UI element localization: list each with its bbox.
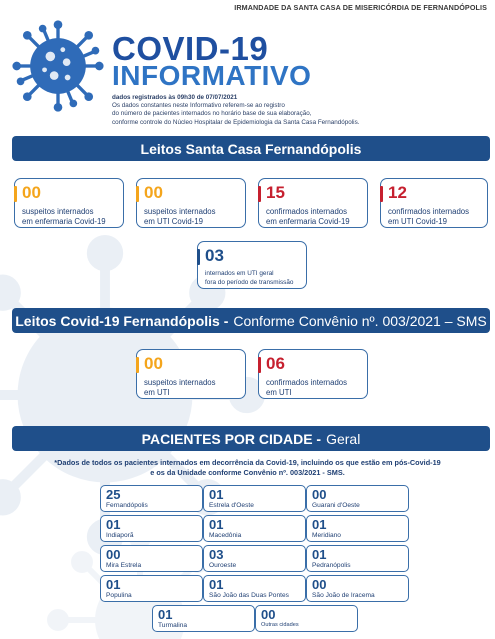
section-title-light: Conforme Convênio nº. 003/2021 – SMS: [233, 312, 487, 329]
section-title-light: Geral: [326, 430, 361, 447]
card-convenio-suspect: [136, 349, 246, 399]
city-card: [306, 515, 409, 542]
note-line-2: e os da Unidade conforme Convênio nº. 003/2021 - SMS.: [150, 467, 345, 477]
card-label: [205, 270, 293, 287]
card-label-line1: confirmados internados: [388, 207, 470, 216]
city-name: São João de Iracema: [312, 592, 375, 599]
city-name: Meridiano: [312, 532, 341, 539]
city-card: [100, 485, 203, 512]
card-accent-bar: [380, 186, 383, 202]
city-count: 01: [209, 487, 224, 502]
city-card: [306, 485, 409, 512]
hospital-name: IRMANDADE DA SANTA CASA DE MISERICÓRDIA DE FERNANDÓPOLIS: [234, 3, 487, 12]
section-title: Leitos Covid-19 Fernandópolis -: [15, 312, 229, 329]
city-card: [100, 575, 203, 602]
city-count: 01: [312, 517, 327, 532]
city-count: 00: [261, 607, 276, 622]
section-santa-casa-header: [12, 136, 490, 161]
card-value: 00: [22, 183, 41, 202]
card-label: [266, 207, 350, 226]
city-name: Mira Estrela: [106, 562, 142, 569]
card-label-line2: em enfermaria Covid-19: [266, 216, 350, 226]
card-label-line1: confirmados internados: [266, 207, 348, 216]
card-label: [144, 378, 216, 397]
city-count: 25: [106, 487, 121, 502]
card-label-line2: fora do período de transmissão: [205, 278, 294, 286]
card-label-line2: em UTI Covid-19: [388, 216, 447, 226]
note-line-1: *Dados de todos os pacientes internados em decorrência da Covid-19, incluindo os que estão em pós-Covid-19: [54, 458, 441, 467]
city-count: 01: [158, 607, 173, 622]
card-confirmed-ward: [258, 178, 368, 228]
card-accent-bar: [258, 186, 261, 202]
desc-line-3: conforme controle do Núcleo Hospitalar de Epidemiologia da Santa Casa Fernandópolis.: [112, 118, 360, 126]
card-value: 03: [205, 246, 224, 265]
city-name: Fernandópolis: [106, 502, 148, 509]
city-card: [203, 575, 306, 602]
header-info: [112, 94, 359, 127]
city-name: Estrela d'Oeste: [209, 502, 254, 509]
card-value: 15: [266, 183, 285, 202]
city-card: [203, 545, 306, 572]
city-card: [306, 575, 409, 602]
city-count: 01: [106, 577, 121, 592]
card-label-line2: em UTI: [266, 387, 292, 397]
city-name: Pedranópolis: [312, 562, 351, 569]
card-label-line2: em UTI: [144, 387, 170, 397]
city-name: Guarani d'Oeste: [312, 502, 360, 509]
card-label-line1: confirmados internados: [266, 378, 348, 387]
card-label-line1: suspeitos internados: [144, 207, 216, 216]
card-label-line2: em enfermaria Covid-19: [22, 216, 106, 226]
city-name: Turmalina: [158, 622, 188, 629]
section-cities-header: [12, 426, 490, 451]
city-count: 03: [209, 547, 224, 562]
city-card: [203, 485, 306, 512]
card-accent-bar: [14, 186, 17, 202]
city-name: Macedônia: [209, 532, 242, 539]
card-label-line1: suspeitos internados: [22, 207, 94, 216]
city-name: Indiaporã: [106, 532, 134, 539]
card-value: 06: [266, 354, 285, 373]
city-count: 00: [106, 547, 121, 562]
card-value: 00: [144, 183, 163, 202]
city-name: Populina: [106, 592, 132, 599]
city-card: [306, 545, 409, 572]
card-value: 12: [388, 183, 407, 202]
city-count: 01: [209, 517, 224, 532]
card-label-line2: em UTI Covid-19: [144, 216, 203, 226]
city-name: Outras cidades: [261, 622, 299, 628]
city-card: [255, 605, 358, 632]
date-line: dados registrados às 09h30 de 07/07/2021: [112, 94, 238, 101]
city-card: [100, 515, 203, 542]
card-label-line1: internados em UTI geral: [205, 270, 274, 277]
card-accent-bar: [197, 249, 200, 265]
section-title: Leitos Santa Casa Fernandópolis: [140, 140, 362, 157]
city-card: [100, 545, 203, 572]
card-label: [266, 378, 347, 397]
card-value: 00: [144, 354, 163, 373]
card-label: [144, 207, 216, 226]
card-label: [388, 207, 469, 226]
card-confirmed-icu: [380, 178, 488, 228]
card-suspect-icu: [136, 178, 246, 228]
city-count: 00: [312, 487, 327, 502]
city-card: [152, 605, 255, 632]
desc-line-1: Os dados constantes neste Informativo referem-se ao registro: [112, 102, 285, 110]
card-label: [22, 207, 106, 226]
card-accent-bar: [136, 186, 139, 202]
card-label-line1: suspeitos internados: [144, 378, 216, 387]
desc-line-2: do número de pacientes internados no horário base de sua elaboração,: [112, 110, 312, 118]
section-title: PACIENTES POR CIDADE -: [141, 430, 322, 447]
title-covid: COVID-19: [112, 30, 269, 67]
city-count: 00: [312, 577, 327, 592]
card-suspect-ward: [14, 178, 124, 228]
city-count: 01: [312, 547, 327, 562]
city-count: 01: [209, 577, 224, 592]
card-convenio-confirmed: [258, 349, 368, 399]
title-informativo: INFORMATIVO: [112, 60, 312, 91]
section-convenio-header: [12, 308, 490, 333]
city-card: [203, 515, 306, 542]
coronavirus-icon: [10, 18, 106, 114]
cities-note: [10, 458, 485, 477]
card-accent-bar: [136, 357, 139, 373]
city-count: 01: [106, 517, 121, 532]
card-general-icu: [197, 241, 307, 289]
city-name: São João das Duas Pontes: [209, 592, 289, 599]
card-accent-bar: [258, 357, 261, 373]
city-name: Ouroeste: [209, 562, 237, 569]
